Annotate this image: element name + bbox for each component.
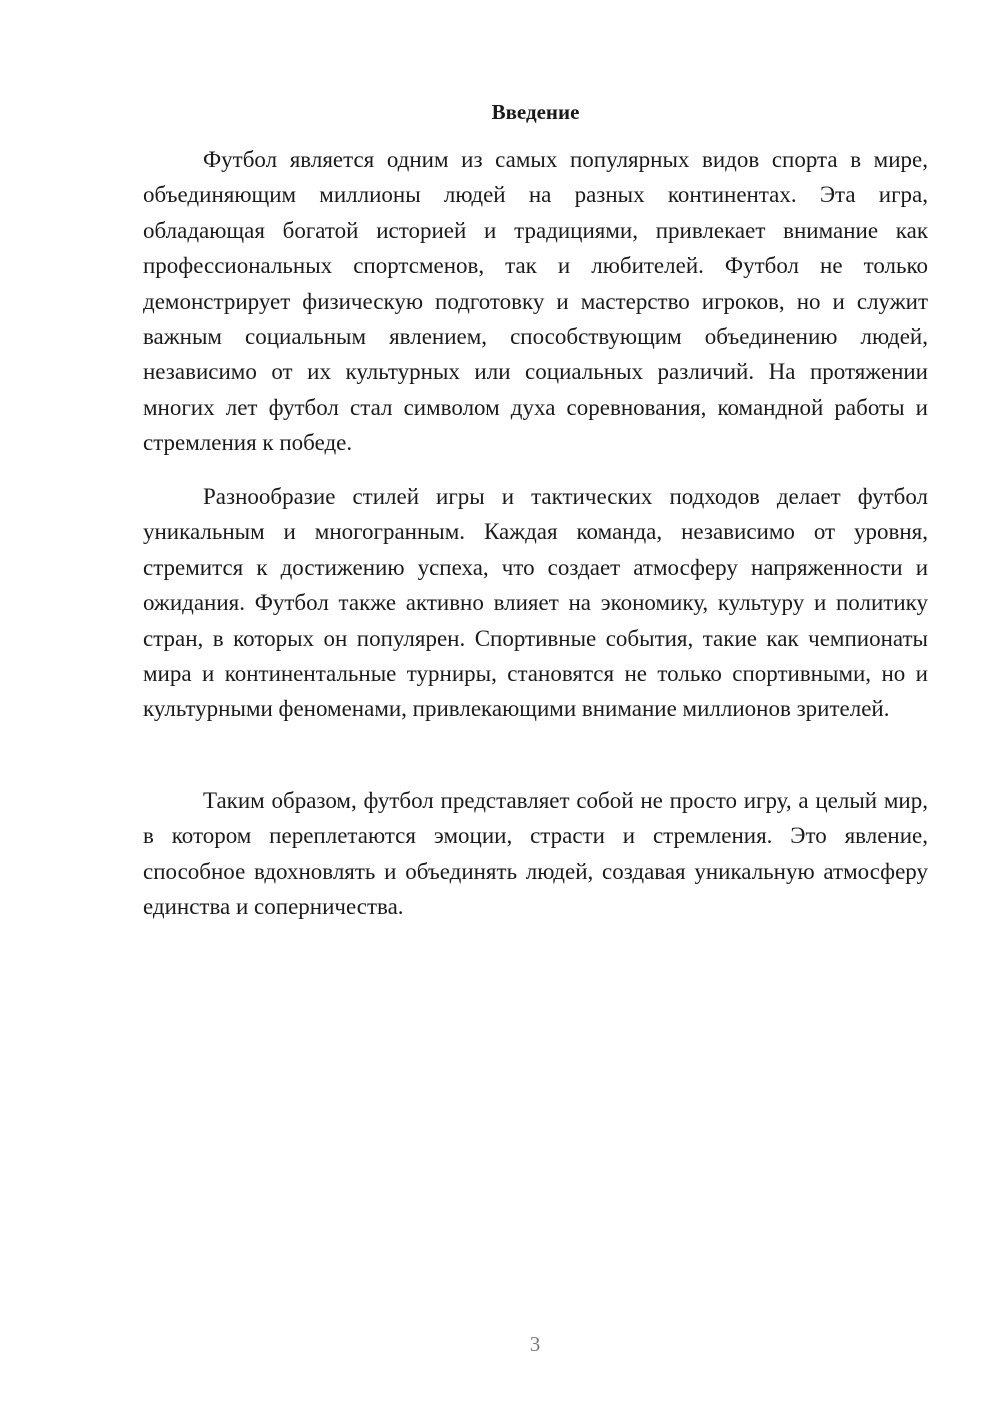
paragraph-2: Разнообразие стилей игры и тактических подходов делает футбол уникальным и многогранным. Каждая команда, независимо от уровня, стремится к достижению успеха, что создает атмосферу напряженности и ожидания. Футбол также активно влияет на экономику, культуру и политику стран, в которых он популярен. Спортивные события, такие как чемпионаты мира и континентальные турниры, становятся не только спортивными, но и культурными феноменами, привлекающими внимание миллионов зрителей. [143,484,928,722]
paragraph-1: Футбол является одним из самых популярных видов спорта в мире, объединяющим миллионы людей на разных континентах. Эта игра, обладающая богатой историей и традициями, привлекает внимание как профессиональных спортсменов, так и любителей. Футбол не только демонстрирует физическую подготовку и мастерство игроков, но и служит важным социальным явлением, способствующим объединению людей, независимо от их культурных или социальных различий. На протяжении многих лет футбол стал символом духа соревнования, командной работы и стремления к победе. [143,147,928,456]
paragraph-3: Таким образом, футбол представляет собой не просто игру, а целый мир, в котором переплетаются эмоции, страсти и стремления. Это явление, способное вдохновлять и объединять людей, создавая уникальную атмосферу единства и соперничества. [143,788,928,920]
page-number: 3 [529,1332,541,1356]
section-heading: Введение [491,100,580,124]
